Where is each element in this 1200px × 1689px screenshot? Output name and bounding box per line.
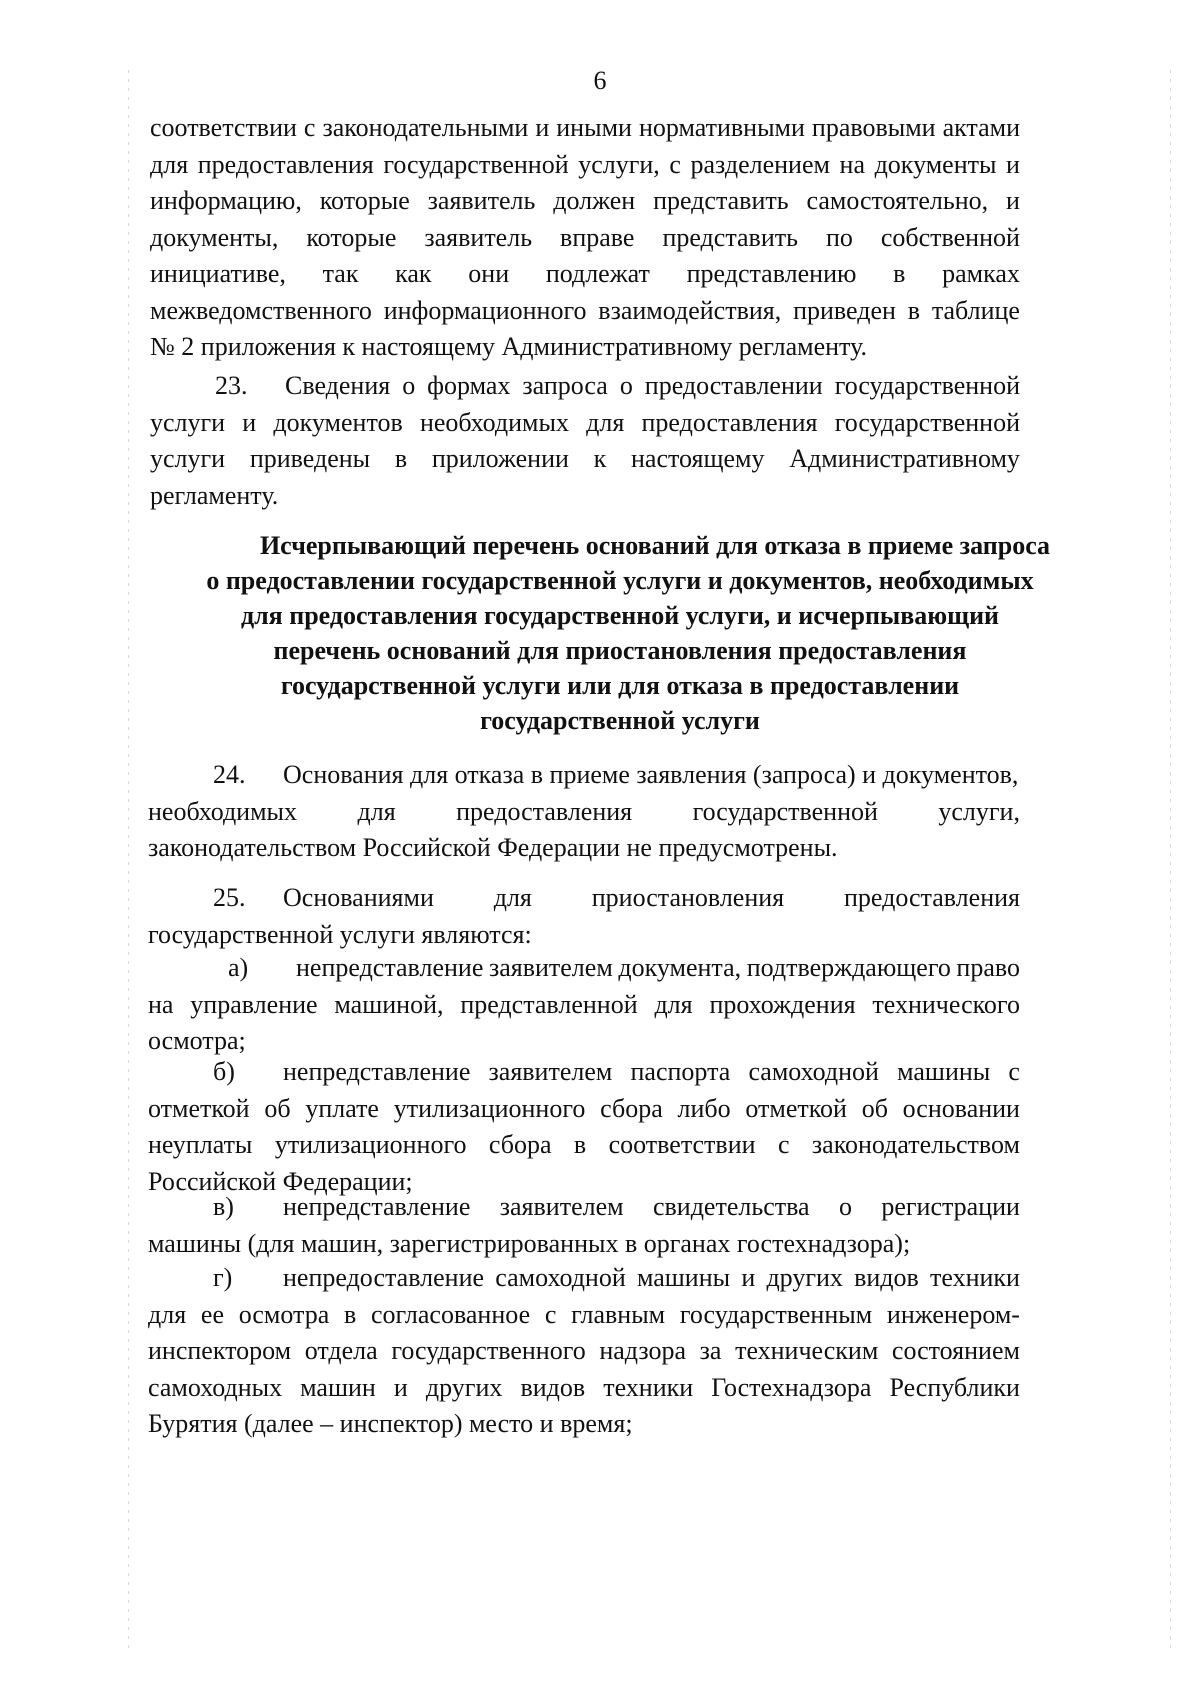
text-span: Основаниями для приостановления предоставления — [283, 883, 1020, 912]
heading-line: государственной услуги или для отказа в предоставлении — [280, 671, 960, 700]
list-item-g — [148, 1260, 1020, 1443]
text-line — [148, 1054, 1020, 1091]
text-line: законодательством Российской Федерации не предусмотрены. — [148, 833, 838, 862]
list-letter: в) — [213, 1192, 234, 1221]
text-line: Бурятия (далее – инспектор) место и время; — [148, 1409, 633, 1438]
text-line — [150, 368, 1020, 405]
text-line: № 2 приложения к настоящему Административному регламенту. — [150, 332, 867, 361]
list-item-b — [148, 1054, 1020, 1200]
text-line: машины (для машин, зарегистрированных в органах гостехнадзора); — [148, 1228, 911, 1258]
paragraph-number: 23. — [215, 371, 248, 400]
text-line: государственной услуги являются: — [148, 919, 532, 949]
text-line: для предоставления государственной услуги, с разделением на документы и — [150, 149, 1020, 179]
scan-edge-right — [1170, 70, 1171, 1650]
text-line: документы, которые заявитель вправе представить по собственной — [150, 222, 1020, 252]
list-item-v — [148, 1189, 1020, 1262]
text-line: необходимых для предоставления государственной услуги, — [148, 796, 1020, 826]
text-line: межведомственного информационного взаимодействия, приведен в таблице — [150, 295, 1020, 325]
text-span: непредставление заявителем документа, подтверждающего право — [296, 953, 1020, 982]
list-item-a — [148, 950, 1020, 1060]
text-span: непредставление заявителем свидетельства о регистрации — [283, 1192, 1020, 1221]
text-line: информацию, которые заявитель должен представить самостоятельно, и — [150, 186, 1020, 215]
text-span: Основания для отказа в приеме заявления (запроса) и документов, — [283, 760, 1019, 789]
paragraph-intro — [150, 110, 1020, 366]
text-span: Сведения о формах запроса о предоставлении государственной — [285, 371, 1020, 400]
text-line — [148, 880, 1020, 917]
list-letter: б) — [213, 1057, 235, 1086]
text-line — [148, 1189, 1020, 1226]
heading-line: государственной услуги — [480, 706, 760, 735]
text-line: инициативе, так как они подлежат представлению в рамках — [150, 259, 1020, 288]
heading-line: о предоставлении государственной услуги и документов, необходимых — [206, 566, 1034, 595]
text-line: отметкой об уплате утилизационного сбора либо отметкой об основании — [148, 1093, 1020, 1123]
text-line: неуплаты утилизационного сбора в соответствии с законодательством — [148, 1130, 1020, 1159]
heading-line: для предоставления государственной услуги, и исчерпывающий — [240, 601, 1000, 630]
section-heading — [150, 528, 1090, 738]
list-letter: а) — [228, 953, 249, 982]
paragraph-23 — [150, 368, 1020, 514]
page-number: 6 — [593, 66, 607, 95]
heading-line: Исчерпывающий перечень оснований для отказа в приеме запроса — [259, 531, 1051, 560]
paragraph-24 — [148, 757, 1020, 867]
text-line: осмотра; — [148, 1026, 246, 1055]
text-line — [148, 1260, 1020, 1297]
text-line: услуги и документов необходимых для предоставления государственной — [150, 407, 1020, 437]
text-line: на управление машиной, представленной для прохождения технического — [148, 989, 1020, 1019]
text-line: соответствии с законодательными и иными нормативными правовыми актами — [150, 113, 1020, 142]
text-line: инспектором отдела государственного надзора за техническим состоянием — [148, 1336, 1020, 1365]
text-line: регламенту. — [150, 480, 279, 510]
scan-edge-left — [128, 70, 129, 1650]
text-span: непредставление заявителем паспорта самоходной машины с — [283, 1057, 1020, 1086]
paragraph-number: 25. — [213, 883, 246, 912]
text-line: самоходных машин и других видов техники Гостехнадзора Республики — [148, 1372, 1020, 1402]
heading-line: перечень оснований для приостановления предоставления — [273, 636, 967, 665]
text-line — [148, 757, 1020, 794]
paragraph-number: 24. — [213, 760, 246, 789]
text-line — [148, 950, 1020, 987]
paragraph-25 — [148, 880, 1020, 953]
text-line: услуги приведены в приложении к настоящему Административному — [150, 444, 1020, 473]
text-span: непредоставление самоходной машины и других видов техники — [283, 1263, 1020, 1292]
list-letter: г) — [213, 1263, 233, 1292]
text-line: Российской Федерации; — [148, 1166, 413, 1196]
text-line: для ее осмотра в согласованное с главным государственным инженером- — [148, 1299, 1020, 1329]
